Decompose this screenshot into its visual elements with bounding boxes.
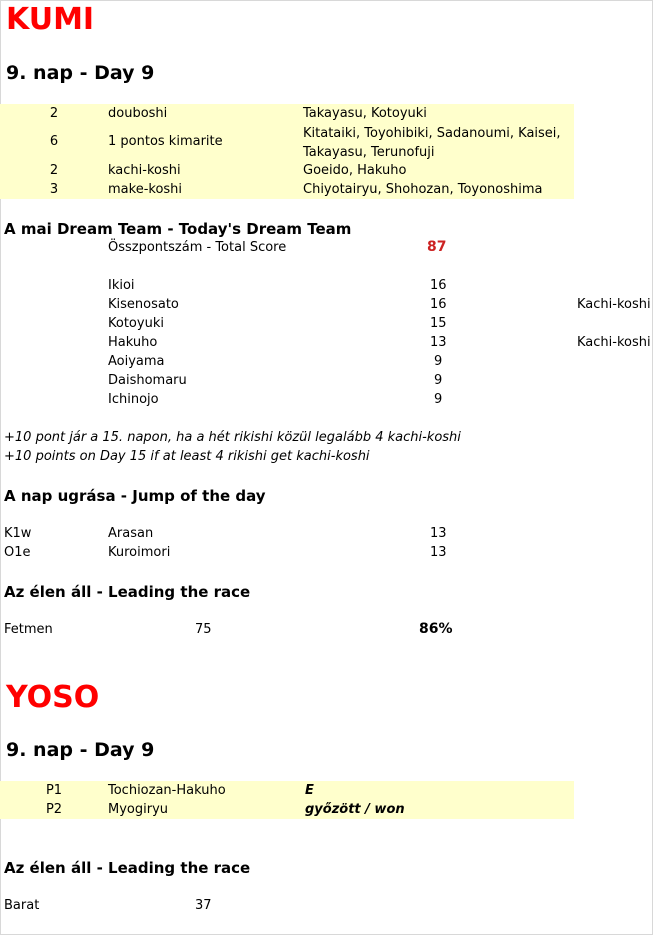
kimarite-names: Goeido, Hakuho bbox=[303, 163, 407, 178]
kimarite-names: Kitataiki, Toyohibiki, Sadanoumi, Kaisei, Takayasu, Terunofuji bbox=[303, 126, 561, 160]
total-score-value: 87 bbox=[427, 239, 447, 255]
jump-rank: O1e bbox=[4, 545, 31, 560]
team-member-score: 13 bbox=[430, 335, 447, 350]
yoso-leader-points: 37 bbox=[195, 898, 212, 913]
kimarite-names: Takayasu, Kotoyuki bbox=[303, 106, 427, 121]
yoso-bout: Myogiryu bbox=[108, 802, 169, 817]
team-member-score: 9 bbox=[434, 354, 443, 369]
team-member-name: Daishomaru bbox=[108, 373, 187, 388]
yoso-result: E bbox=[305, 783, 314, 798]
team-member-note: Kachi-koshi bbox=[577, 297, 651, 312]
yoso-leader-name: Barat bbox=[4, 898, 40, 913]
yoso-leading-heading: Az élen áll - Leading the race bbox=[4, 859, 251, 877]
bonus-note-hu: +10 pont jár a 15. napon, ha a hét rikishi közül legalább 4 kachi-koshi bbox=[4, 430, 461, 445]
jump-heading: A nap ugrása - Jump of the day bbox=[4, 487, 266, 505]
yoso-bout: Tochiozan-Hakuho bbox=[108, 783, 226, 798]
team-member-name: Kisenosato bbox=[108, 297, 179, 312]
team-member-name: Ikioi bbox=[108, 278, 135, 293]
kimarite-count: 2 bbox=[49, 106, 59, 121]
jump-name: Kuroimori bbox=[108, 545, 171, 560]
kumi-day-heading: 9. nap - Day 9 bbox=[6, 62, 155, 84]
yoso-day-heading: 9. nap - Day 9 bbox=[6, 739, 155, 761]
team-member-note: Kachi-koshi bbox=[577, 335, 651, 350]
team-member-score: 9 bbox=[434, 373, 443, 388]
team-member-name: Kotoyuki bbox=[108, 316, 164, 331]
jump-rank: K1w bbox=[4, 526, 32, 541]
kumi-leader-percent: 86% bbox=[419, 621, 453, 637]
team-member-score: 16 bbox=[430, 278, 447, 293]
kimarite-names: Chiyotairyu, Shohozan, Toyonoshima bbox=[303, 182, 543, 197]
kumi-title: KUMI bbox=[6, 2, 95, 37]
kimarite-label: kachi-koshi bbox=[108, 163, 181, 178]
yoso-code: P2 bbox=[45, 802, 63, 817]
yoso-result: győzött / won bbox=[305, 802, 405, 817]
jump-name: Arasan bbox=[108, 526, 154, 541]
jump-score: 13 bbox=[430, 526, 447, 541]
jump-score: 13 bbox=[430, 545, 447, 560]
team-member-score: 9 bbox=[434, 392, 443, 407]
kimarite-label: make-koshi bbox=[108, 182, 183, 197]
kumi-leader-points: 75 bbox=[195, 622, 212, 637]
total-score-label: Összpontszám - Total Score bbox=[108, 240, 287, 255]
bonus-note-en: +10 points on Day 15 if at least 4 rikishi get kachi-koshi bbox=[4, 449, 370, 464]
team-member-score: 15 bbox=[430, 316, 447, 331]
team-member-name: Hakuho bbox=[108, 335, 158, 350]
dream-team-heading: A mai Dream Team - Today's Dream Team bbox=[4, 220, 352, 238]
kimarite-count: 6 bbox=[49, 134, 59, 149]
team-member-score: 16 bbox=[430, 297, 447, 312]
yoso-title: YOSO bbox=[6, 680, 100, 715]
team-member-name: Ichinojo bbox=[108, 392, 159, 407]
kimarite-label: 1 pontos kimarite bbox=[108, 134, 223, 149]
kumi-leader-name: Fetmen bbox=[4, 622, 53, 637]
kimarite-count: 2 bbox=[49, 163, 59, 178]
kimarite-count: 3 bbox=[49, 182, 59, 197]
kimarite-label: douboshi bbox=[108, 106, 168, 121]
team-member-name: Aoiyama bbox=[108, 354, 165, 369]
kumi-leading-heading: Az élen áll - Leading the race bbox=[4, 583, 251, 601]
yoso-highlight bbox=[0, 781, 574, 819]
yoso-code: P1 bbox=[45, 783, 63, 798]
